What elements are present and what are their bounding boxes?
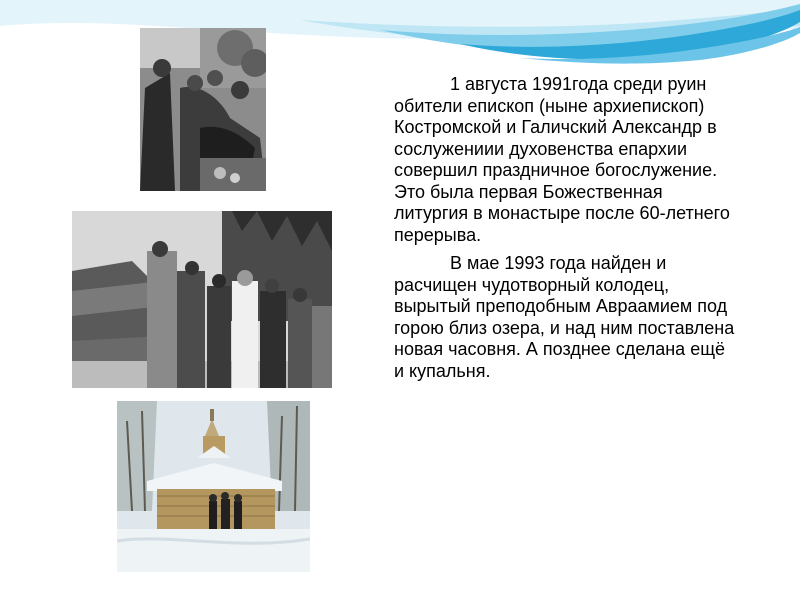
paragraph-well-1993: В мае 1993 года найден и расчищен чудотворный колодец, вырытый преподобным Авраамием под горою близ озера, и над ним поставлена новая часовня. А позднее сделана ещё и купальня.: [394, 253, 735, 381]
slide-text: [394, 74, 739, 389]
clergy-at-ruins-photo: [140, 28, 266, 191]
decorative-wave-banner: [0, 0, 800, 80]
paragraph-liturgy-1991: 1 августа 1991года среди руин обители епископ (ныне архиепископ) Костромской и Галичский Александр в сослужениии духовенства епархии совершил праздничное богослужение. Это была первая Божественная литургия в монастыре после 60-летнего перерыва.: [394, 74, 730, 245]
group-of-clergy-photo: [72, 211, 332, 388]
wooden-chapel-winter-photo: [117, 401, 310, 572]
